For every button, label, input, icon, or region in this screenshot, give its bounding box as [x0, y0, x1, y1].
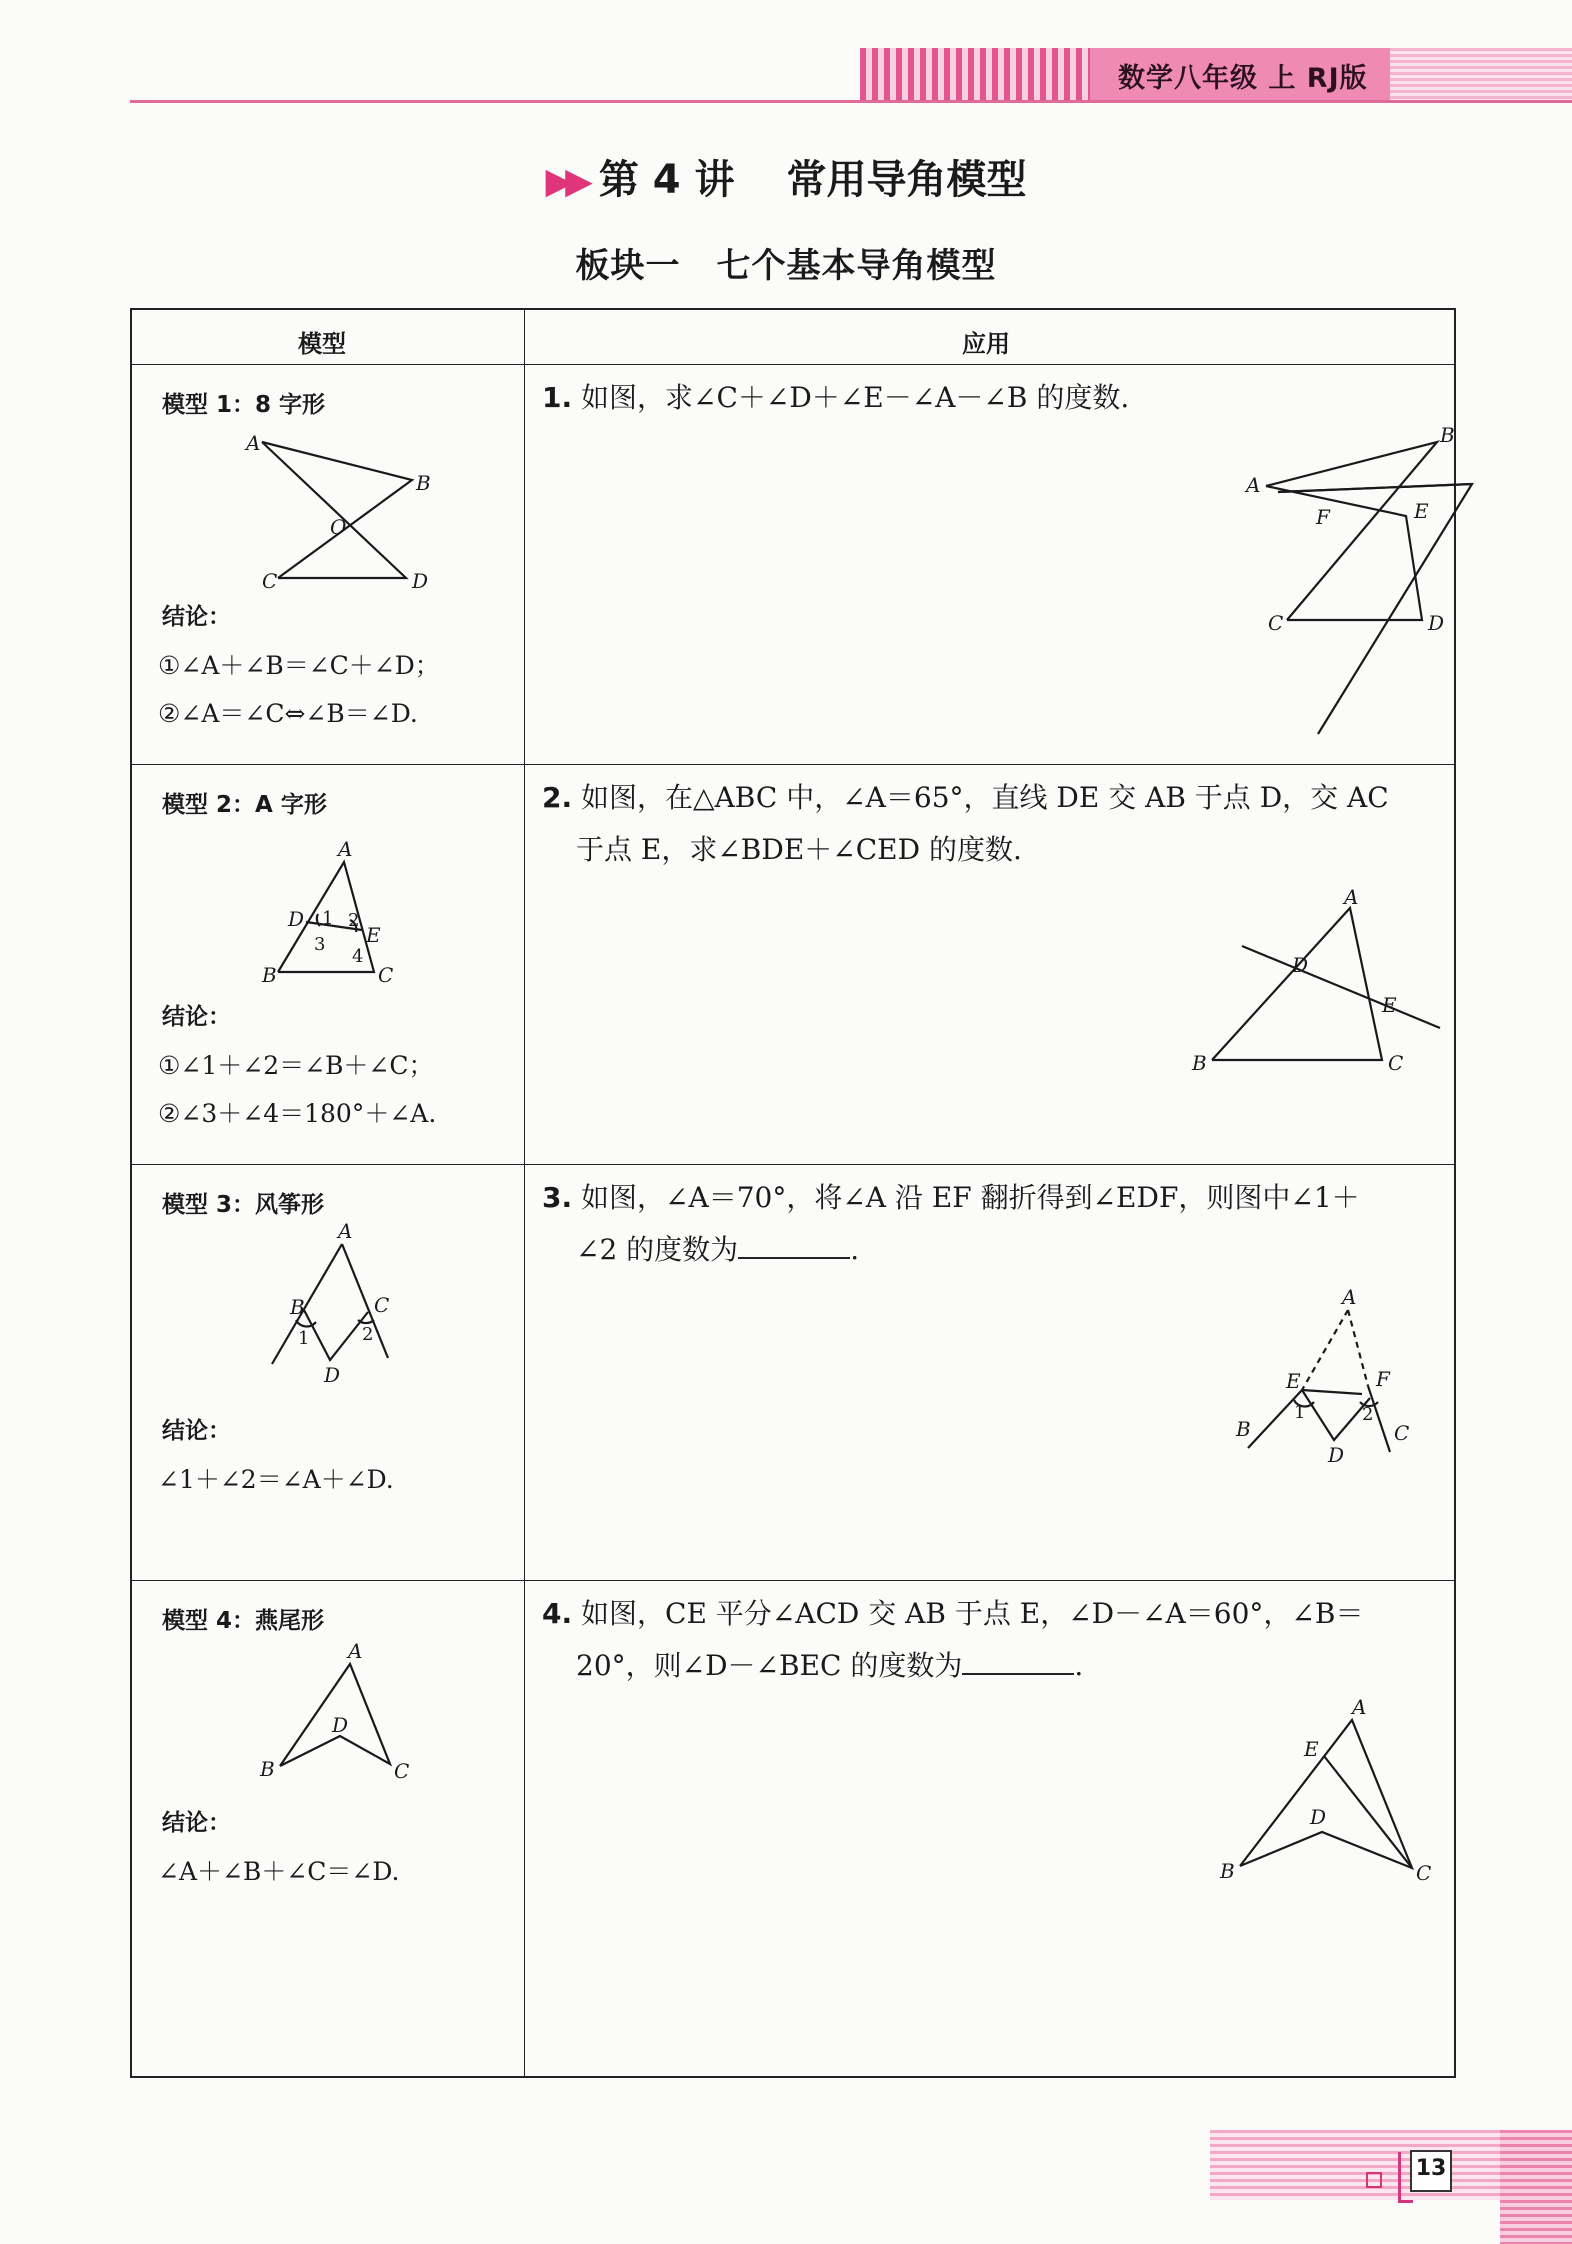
section-name: 七个基本导角模型 [716, 246, 997, 286]
header-stripes [860, 48, 1090, 100]
figure-label: C [374, 1293, 390, 1317]
figure-label: D [1310, 1805, 1327, 1829]
figure-label: D [412, 569, 429, 593]
figure-label: E [1286, 1369, 1301, 1393]
figure-label: B [416, 471, 431, 495]
problem-text: 如图，CE 平分∠ACD 交 AB 于点 E，∠D－∠A＝60°，∠B＝ [581, 1597, 1364, 1630]
figure-label: 2 [1362, 1404, 1374, 1425]
lecture-name: 常用导角模型 [786, 157, 1027, 203]
header-row-divider [132, 364, 1454, 365]
figure-label: E [1382, 993, 1397, 1017]
problem-2 [542, 772, 1432, 876]
problem-figure-1-lines [1242, 423, 1455, 635]
figure-label: D [332, 1713, 349, 1737]
problem-4 [542, 1588, 1432, 1692]
figure-label: C [1394, 1421, 1410, 1445]
problem-1 [542, 372, 1432, 424]
problem-figure-3 [1202, 1285, 1462, 1510]
figure-label: A [1344, 885, 1359, 909]
answer-blank[interactable] [962, 1649, 1074, 1675]
conclusion-label: 结论： [162, 1418, 231, 1444]
problem-text: ∠2 的度数为 [576, 1233, 739, 1266]
conclusion: ∠1＋∠2＝∠A＋∠D. [158, 1465, 394, 1494]
figure-label: 1 [1294, 1402, 1306, 1423]
figure-label: E [366, 923, 381, 947]
model-title: 模型 3：风筝形 [162, 1192, 325, 1218]
model-title: 模型 2：A 字形 [162, 792, 327, 818]
header-band [860, 48, 1572, 100]
page-number: 13 [1415, 2156, 1447, 2181]
figure-label: D [288, 907, 305, 931]
figure-label: D [1292, 953, 1309, 977]
problem-text: 如图，在△ABC 中，∠A＝65°，直线 DE 交 AB 于点 D，交 AC [581, 781, 1389, 814]
figure-label: B [1440, 423, 1455, 447]
problem-text: 于点 E，求∠BDE＋∠CED 的度数. [576, 833, 1022, 866]
header-fade [1390, 48, 1572, 100]
figure-label: B [1220, 1859, 1235, 1883]
figure-label: C [378, 963, 394, 987]
conclusion: ②∠3＋∠4＝180°＋∠A. [158, 1099, 437, 1128]
figure-label: B [1236, 1417, 1251, 1441]
figure-label: B [1192, 1051, 1207, 1075]
column-header-apply: 应用 [962, 330, 1010, 358]
figure-label: 3 [314, 934, 326, 955]
problem-text: 如图，求∠C＋∠D＋∠E－∠A－∠B 的度数. [581, 381, 1130, 414]
problem-text: . [850, 1233, 860, 1266]
section-part: 板块一 [575, 246, 681, 286]
figure-label: O [330, 515, 347, 539]
problem-figure-2 [1192, 885, 1452, 1075]
header-rule [130, 100, 1572, 103]
figure-label: C [262, 569, 278, 593]
figure-label: A [348, 1639, 363, 1663]
lecture-title [0, 148, 1572, 205]
figure-label: D [1328, 1443, 1345, 1467]
figure-label: 2 [362, 1324, 374, 1345]
figure-label: C [1268, 611, 1284, 635]
model-title: 模型 4：燕尾形 [162, 1608, 325, 1634]
problem-number: 1. [542, 381, 573, 414]
conclusion: ②∠A＝∠C⇔∠B＝∠D. [158, 699, 418, 728]
lecture-number: 第 4 讲 [598, 157, 735, 203]
problem-text: 20°，则∠D－∠BEC 的度数为 [576, 1649, 963, 1682]
row-divider [132, 764, 1454, 765]
model-title: 模型 1：8 字形 [162, 392, 326, 418]
figure-label: F [1376, 1367, 1390, 1391]
figure-label: C [1388, 1051, 1404, 1075]
conclusion-label: 结论： [162, 1810, 231, 1836]
figure-label: F [1316, 505, 1330, 529]
figure-label: A [1352, 1695, 1367, 1719]
figure-label: A [1246, 473, 1261, 497]
problem-text: . [1074, 1649, 1084, 1682]
conclusion: ①∠A＋∠B＝∠C＋∠D； [158, 651, 440, 680]
figure-label: 1 [298, 1328, 310, 1349]
figure-label: A [338, 837, 353, 861]
figure-label: C [1416, 1861, 1432, 1885]
figure-label: B [260, 1757, 275, 1781]
figure-label: C [394, 1759, 410, 1783]
problem-number: 2. [542, 781, 573, 814]
column-divider [524, 310, 525, 2076]
figure-label: E [1304, 1737, 1319, 1761]
row-divider [132, 1580, 1454, 1581]
model-figure-a-shape [232, 822, 432, 987]
figure-label: A [246, 431, 261, 455]
figure-label: D [1428, 611, 1445, 635]
conclusion: ∠A＋∠B＋∠C＝∠D. [158, 1857, 400, 1886]
conclusion-label: 结论： [162, 604, 231, 630]
figure-label: A [338, 1219, 353, 1243]
figure-label: B [262, 963, 277, 987]
model-figure-8-shape [232, 422, 432, 593]
problem-3 [542, 1172, 1432, 1276]
row-divider [132, 1164, 1454, 1165]
conclusion: ①∠1＋∠2＝∠B＋∠C； [158, 1051, 434, 1080]
column-header-model: 模型 [298, 330, 346, 358]
figure-label: A [1342, 1285, 1357, 1309]
book-label: 数学八年级 上 RJ版 [1118, 63, 1368, 94]
figure-label: 4 [352, 946, 364, 967]
problem-figure-4 [1212, 1695, 1452, 1900]
figure-label: E [1414, 499, 1429, 523]
model-figure-kite-shape [232, 1219, 452, 1392]
model-figure-swallowtail-shape [232, 1639, 452, 1794]
problem-number: 3. [542, 1181, 573, 1214]
figure-label: B [290, 1295, 305, 1319]
square-icon [1366, 2172, 1382, 2188]
double-arrow-icon: ▶▶ [545, 161, 585, 202]
problem-number: 4. [542, 1597, 573, 1630]
conclusion-label: 结论： [162, 1004, 231, 1030]
figure-label: 2 [348, 910, 360, 931]
model-table [130, 308, 1456, 2078]
problem-text: 如图，∠A＝70°，将∠A 沿 EF 翻折得到∠EDF，则图中∠1＋ [581, 1181, 1360, 1214]
figure-label: D [324, 1363, 341, 1387]
figure-label: 1 [322, 908, 334, 929]
answer-blank[interactable] [738, 1233, 850, 1259]
footer-band-accent [1500, 2130, 1572, 2244]
section-title [0, 238, 1572, 287]
